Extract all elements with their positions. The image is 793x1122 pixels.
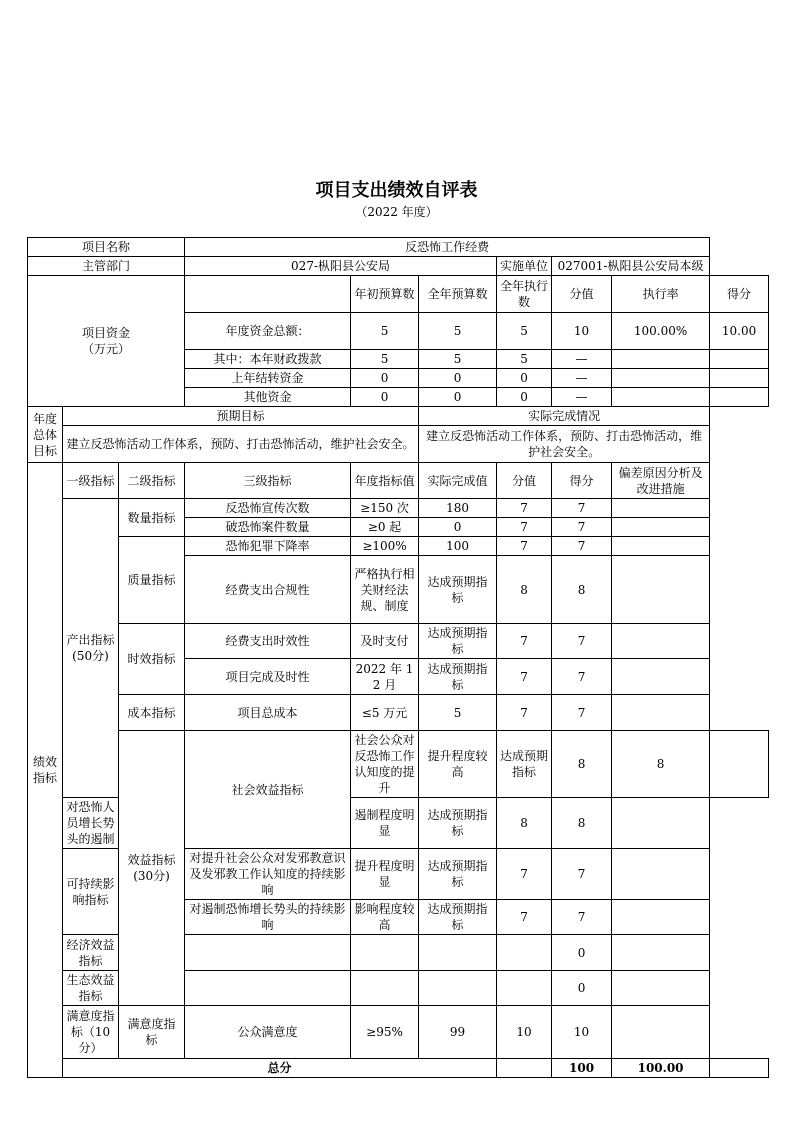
funds-got: 10.00 xyxy=(710,313,769,350)
ind-row xyxy=(28,695,769,731)
ind-actual: 达成预期指标 xyxy=(497,731,552,798)
funds-init: 0 xyxy=(351,388,419,407)
goals-actual: 建立反恐怖活动工作体系，预防、打击恐怖活动，维护社会安全。 xyxy=(419,426,710,463)
funds-label: 项目资金 （万元） xyxy=(28,276,185,407)
project-name-row xyxy=(28,238,769,257)
impl-value: 027001-枞阳县公安局本级 xyxy=(552,257,710,276)
ind-l2: 可持续影响指标 xyxy=(63,849,119,935)
ind-name: 社会公众对反恐怖工作认知度的提升 xyxy=(351,731,419,798)
ind-score: 7 xyxy=(497,518,552,537)
ind-l2: 社会效益指标 xyxy=(185,731,351,849)
funds-got xyxy=(710,388,769,407)
funds-row-label: 年度资金总额： xyxy=(185,313,351,350)
ind-target: ≥0 起 xyxy=(351,518,419,537)
total-score: 100 xyxy=(552,1059,612,1078)
funds-rate xyxy=(612,350,710,369)
ind-header: 偏差原因分析及改进措施 xyxy=(612,463,710,499)
funds-score: — xyxy=(552,388,612,407)
ind-l2: 时效指标 xyxy=(119,624,185,695)
ind-actual: 99 xyxy=(419,1006,497,1059)
ind-name: 破恐怖案件数量 xyxy=(185,518,351,537)
ind-score xyxy=(497,935,552,971)
ind-got: 0 xyxy=(552,971,612,1006)
ind-actual: 0 xyxy=(419,518,497,537)
funds-header: 得分 xyxy=(710,276,769,313)
ind-score: 7 xyxy=(497,537,552,556)
funds-header: 分值 xyxy=(552,276,612,313)
ind-l1: 满意度指标（10分） xyxy=(63,1006,119,1059)
ind-score: 8 xyxy=(552,731,612,798)
goals-actual-header: 实际完成情况 xyxy=(419,407,710,426)
impl-label: 实施单位 xyxy=(497,257,552,276)
funds-row-label: 其他资金 xyxy=(185,388,351,407)
funds-exec: 5 xyxy=(497,350,552,369)
ind-target: ≥150 次 xyxy=(351,499,419,518)
ind-row xyxy=(28,624,769,659)
ind-actual xyxy=(419,971,497,1006)
funds-budget: 5 xyxy=(419,350,497,369)
project-name-value: 反恐怖工作经费 xyxy=(185,238,710,257)
ind-deviation xyxy=(612,659,710,695)
ind-deviation xyxy=(612,971,710,1006)
ind-score: 8 xyxy=(497,556,552,624)
ind-target: 影响程度较高 xyxy=(351,900,419,935)
indicators-header-row xyxy=(28,463,769,499)
ind-got: 0 xyxy=(552,935,612,971)
ind-actual xyxy=(419,935,497,971)
project-name-label: 项目名称 xyxy=(28,238,185,257)
ind-deviation xyxy=(612,935,710,971)
funds-header: 执行率 xyxy=(612,276,710,313)
ind-l2: 数量指标 xyxy=(119,499,185,537)
ind-name: 经费支出时效性 xyxy=(185,624,351,659)
ind-deviation xyxy=(612,849,710,900)
ind-l1: 产出指标(50分) xyxy=(63,499,119,798)
ind-deviation xyxy=(612,900,710,935)
ind-target: 2022 年 12 月 xyxy=(351,659,419,695)
funds-score: 10 xyxy=(552,313,612,350)
ind-got: 7 xyxy=(552,695,612,731)
ind-header: 实际完成值 xyxy=(419,463,497,499)
funds-header: 全年预算数 xyxy=(419,276,497,313)
page-subtitle: （2022 年度） xyxy=(355,205,438,219)
total-blank xyxy=(710,1059,769,1078)
ind-row xyxy=(28,731,769,798)
funds-row-label: 其中：本年财政拨款 xyxy=(185,350,351,369)
ind-name: 反恐怖宣传次数 xyxy=(185,499,351,518)
goals-row xyxy=(28,426,769,463)
ind-actual: 达成预期指标 xyxy=(419,849,497,900)
ind-l2: 质量指标 xyxy=(119,537,185,624)
funds-rate xyxy=(612,369,710,388)
funds-score: — xyxy=(552,350,612,369)
ind-actual: 达成预期指标 xyxy=(419,900,497,935)
ind-score: 8 xyxy=(497,798,552,849)
ind-got: 10 xyxy=(552,1006,612,1059)
ind-target: 严格执行相关财经法规、制度 xyxy=(351,556,419,624)
ind-target: ≥100% xyxy=(351,537,419,556)
ind-score: 7 xyxy=(497,624,552,659)
ind-name: 对遏制恐怖增长势头的持续影响 xyxy=(185,900,351,935)
ind-deviation xyxy=(612,624,710,659)
ind-got: 8 xyxy=(552,798,612,849)
ind-actual: 达成预期指标 xyxy=(419,659,497,695)
funds-exec: 0 xyxy=(497,388,552,407)
ind-got: 7 xyxy=(552,659,612,695)
funds-rate xyxy=(612,388,710,407)
ind-name: 项目总成本 xyxy=(185,695,351,731)
ind-target xyxy=(351,935,419,971)
ind-deviation xyxy=(612,556,710,624)
ind-got: 7 xyxy=(552,624,612,659)
ind-target: ≤5 万元 xyxy=(351,695,419,731)
ind-l2: 成本指标 xyxy=(119,695,185,731)
ind-got: 7 xyxy=(552,518,612,537)
goals-expected-header: 预期目标 xyxy=(63,407,419,426)
ind-name: 对提升社会公众对发邪教意识及发邪教工作认知度的持续影响 xyxy=(185,849,351,900)
ind-score: 7 xyxy=(497,900,552,935)
funds-init: 0 xyxy=(351,369,419,388)
ind-header: 年度指标值 xyxy=(351,463,419,499)
ind-deviation xyxy=(612,537,710,556)
ind-score: 7 xyxy=(497,695,552,731)
ind-l2: 满意度指标 xyxy=(119,1006,185,1059)
funds-budget: 5 xyxy=(419,313,497,350)
ind-got: 7 xyxy=(552,900,612,935)
funds-header: 年初预算数 xyxy=(351,276,419,313)
page-title: 项目支出绩效自评表 xyxy=(315,180,478,201)
dept-row xyxy=(28,257,769,276)
ind-target: 提升程度明显 xyxy=(351,849,419,900)
ind-row xyxy=(28,1006,769,1059)
ind-l1: 效益指标(30分) xyxy=(119,731,185,1006)
ind-actual: 达成预期指标 xyxy=(419,798,497,849)
ind-actual: 5 xyxy=(419,695,497,731)
ind-target: ≥95% xyxy=(351,1006,419,1059)
ind-target: 及时支付 xyxy=(351,624,419,659)
ind-l2: 生态效益指标 xyxy=(63,971,119,1006)
ind-header: 三级指标 xyxy=(185,463,351,499)
ind-header: 二级指标 xyxy=(119,463,185,499)
funds-header-row xyxy=(28,276,769,313)
ind-deviation xyxy=(710,731,769,798)
funds-score: — xyxy=(552,369,612,388)
ind-deviation xyxy=(612,695,710,731)
ind-actual: 180 xyxy=(419,499,497,518)
ind-target: 提升程度较高 xyxy=(419,731,497,798)
ind-name: 项目完成及时性 xyxy=(185,659,351,695)
ind-target: 遏制程度明显 xyxy=(351,798,419,849)
ind-actual: 100 xyxy=(419,537,497,556)
ind-name xyxy=(185,971,351,1006)
ind-name: 对恐怖人员增长势头的遏制 xyxy=(63,798,119,849)
ind-row xyxy=(28,537,769,556)
dept-label: 主管部门 xyxy=(28,257,185,276)
funds-header: 全年执行数 xyxy=(497,276,552,313)
ind-target xyxy=(351,971,419,1006)
funds-init: 5 xyxy=(351,313,419,350)
ind-deviation xyxy=(612,499,710,518)
goals-header-row xyxy=(28,407,769,426)
ind-score: 7 xyxy=(497,849,552,900)
funds-budget: 0 xyxy=(419,388,497,407)
ind-got: 8 xyxy=(552,556,612,624)
ind-header: 分值 xyxy=(497,463,552,499)
ind-score: 10 xyxy=(497,1006,552,1059)
ind-l2: 经济效益指标 xyxy=(63,935,119,971)
funds-exec: 5 xyxy=(497,313,552,350)
total-got: 100.00 xyxy=(612,1059,710,1078)
ind-deviation xyxy=(612,518,710,537)
funds-init: 5 xyxy=(351,350,419,369)
ind-header: 得分 xyxy=(552,463,612,499)
ind-deviation xyxy=(612,798,710,849)
ind-got: 8 xyxy=(612,731,710,798)
self-evaluation-table xyxy=(27,237,769,1078)
funds-got xyxy=(710,369,769,388)
ind-got: 7 xyxy=(552,537,612,556)
ind-row xyxy=(28,499,769,518)
total-row xyxy=(28,1059,769,1078)
dept-value: 027-枞阳县公安局 xyxy=(185,257,497,276)
funds-row-label: 上年结转资金 xyxy=(185,369,351,388)
ind-got: 7 xyxy=(552,849,612,900)
ind-header: 一级指标 xyxy=(63,463,119,499)
ind-name: 经费支出合规性 xyxy=(185,556,351,624)
goals-expected: 建立反恐怖活动工作体系，预防、打击恐怖活动，维护社会安全。 xyxy=(63,426,419,463)
funds-header-blank xyxy=(185,276,351,313)
funds-budget: 0 xyxy=(419,369,497,388)
total-blank xyxy=(497,1059,552,1078)
goals-label: 年度总体目标 xyxy=(28,407,63,463)
indicators-label: 绩效指标 xyxy=(28,463,63,1078)
ind-name: 恐怖犯罪下降率 xyxy=(185,537,351,556)
funds-rate: 100.00% xyxy=(612,313,710,350)
funds-got xyxy=(710,350,769,369)
ind-score xyxy=(497,971,552,1006)
ind-score: 7 xyxy=(497,499,552,518)
ind-deviation xyxy=(612,1006,710,1059)
ind-name: 公众满意度 xyxy=(185,1006,351,1059)
funds-exec: 0 xyxy=(497,369,552,388)
ind-actual: 达成预期指标 xyxy=(419,556,497,624)
total-label: 总分 xyxy=(63,1059,497,1078)
ind-name xyxy=(185,935,351,971)
ind-got: 7 xyxy=(552,499,612,518)
ind-actual: 达成预期指标 xyxy=(419,624,497,659)
ind-score: 7 xyxy=(497,659,552,695)
